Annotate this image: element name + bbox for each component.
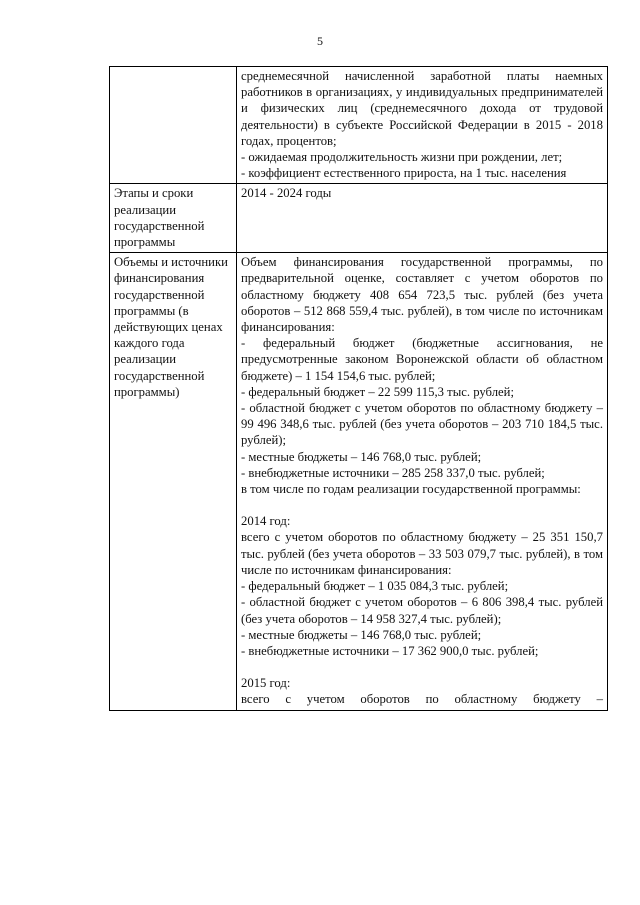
content-paragraph: всего с учетом оборотов по областному бюджету –	[241, 692, 603, 707]
row-label	[110, 67, 237, 184]
content-paragraph: среднемесячной начисленной заработной платы наемных работников в организациях, у индивидуальных предпринимателей и физических лиц (среднемесячного дохода от трудовой деятельности) в субъекте Российской Федерации в 2015 - 2018 годах, процентов;	[241, 69, 603, 148]
row-content	[237, 184, 608, 253]
content-paragraph: - областной бюджет с учетом оборотов по областному бюджету – 99 496 348,6 тыс. рублей (без учета оборотов – 203 710 184,5 тыс. рублей);	[241, 401, 603, 448]
content-paragraph: - областной бюджет с учетом оборотов – 6 806 398,4 тыс. рублей (без учета оборотов – 14 958 327,4 тыс. рублей);	[241, 595, 603, 626]
row-content	[237, 67, 608, 184]
table-row	[110, 253, 608, 710]
table-row	[110, 67, 608, 184]
content-paragraph: 2014 - 2024 годы	[241, 186, 332, 201]
blank-line	[241, 497, 603, 513]
row-label: Этапы и сроки реализации государственной программы	[110, 184, 237, 253]
content-paragraph: - федеральный бюджет (бюджетные ассигнования, не предусмотренные законом Воронежской области об областном бюджете) – 1 154 154,6 тыс. рублей;	[241, 336, 603, 383]
row-content	[237, 253, 608, 710]
content-paragraph: в том числе по годам реализации государственной программы:	[241, 482, 581, 497]
content-paragraph: - коэффициент естественного прироста, на 1 тыс. населения	[241, 166, 567, 181]
content-paragraph: - местные бюджеты – 146 768,0 тыс. рублей;	[241, 627, 482, 642]
page-number: 5	[317, 34, 323, 48]
content-paragraph: 2014 год:	[241, 514, 291, 529]
content-paragraph: - федеральный бюджет – 22 599 115,3 тыс. рублей;	[241, 384, 514, 399]
content-paragraph: - местные бюджеты – 146 768,0 тыс. рублей;	[241, 449, 482, 464]
content-paragraph: - ожидаемая продолжительность жизни при рождении, лет;	[241, 150, 563, 165]
row-label: Объемы и источники финансирования государственной программы (в действующих ценах каждого года реализации государственной программы)	[110, 253, 237, 710]
program-passport-table	[109, 66, 608, 711]
table-row	[110, 184, 608, 253]
content-paragraph: - внебюджетные источники – 17 362 900,0 тыс. рублей;	[241, 643, 539, 658]
content-paragraph: Объем финансирования государственной программы, по предварительной оценке, составляет с учетом оборотов по областному бюджету 408 654 723,5 тыс. рублей (без учета оборотов – 512 868 559,4 тыс. рублей), в том числе по источникам финансирования:	[241, 255, 603, 335]
content-paragraph: - внебюджетные источники – 285 258 337,0 тыс. рублей;	[241, 465, 545, 480]
content-paragraph: 2015 год:	[241, 676, 291, 691]
content-paragraph: - федеральный бюджет – 1 035 084,3 тыс. рублей;	[241, 579, 509, 594]
content-paragraph: всего с учетом оборотов по областному бюджету – 25 351 150,7 тыс. рублей (без учета оборотов – 33 503 079,7 тыс. рублей), в том числе по источникам финансирования:	[241, 530, 603, 577]
blank-line	[241, 659, 603, 675]
